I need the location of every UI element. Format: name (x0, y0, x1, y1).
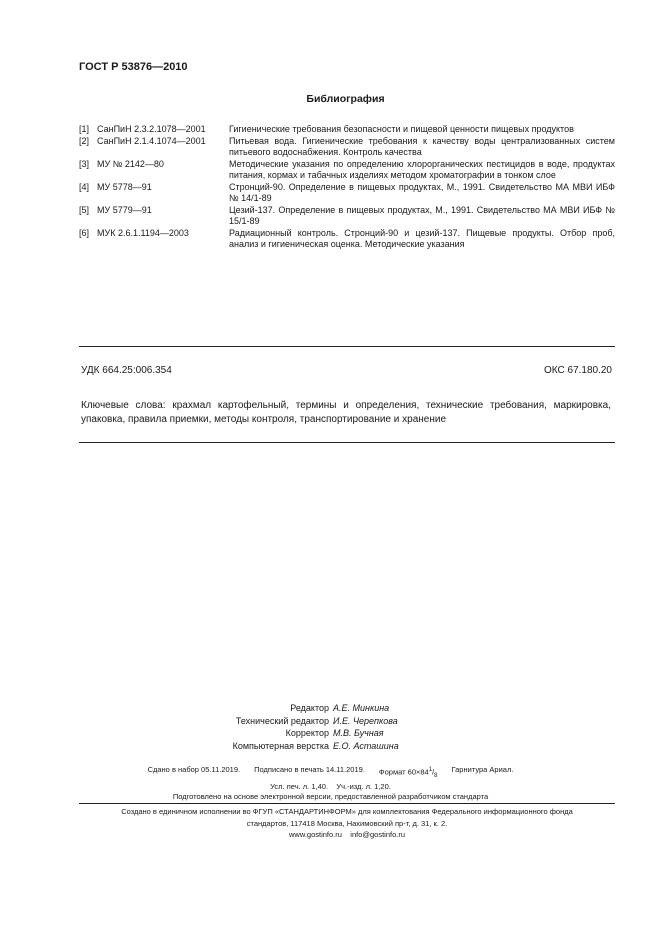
publisher-contacts (79, 829, 615, 841)
entry-title: Радиационный контроль. Стронций-90 и цезий-137. Пищевые продукты. Отбор проб, анализ и гигиеническая оценка. Методические указания (229, 227, 615, 249)
keywords-text: Ключевые слова: крахмал картофельный, термины и определения, технические требования, маркировка, упаковка, правила приемки, методы контроля, транспортирование и хранение (81, 400, 611, 425)
entry-code: СанПиН 2.3.2.1078—2001 (97, 124, 206, 134)
credit-name: М.В. Бучная (333, 728, 384, 738)
credit-line (0, 727, 661, 740)
top-divider (79, 346, 615, 347)
credit-name: Е.О. Асташина (333, 740, 399, 751)
entry-title: Гигиенические требования безопасности и пищевой ценности пищевых продуктов (229, 124, 574, 134)
entry-code: СанПиН 2.1.4.1074—2001 (97, 135, 206, 146)
entry-code: МУК 2.6.1.1194—2003 (97, 227, 189, 238)
credit-name: И.Е. Черепкова (333, 715, 398, 726)
paper-format: Формат $60\times 84^1/_8$ (378, 767, 438, 779)
entry-code: МУ 5779—91 (97, 204, 152, 215)
udc-code: УДК 664.25:006.354 (81, 365, 172, 376)
credit-role: Редактор (290, 703, 329, 713)
set-date: Сдано в набор 05.11.2019. (147, 765, 241, 774)
bibliography-entry (79, 136, 615, 159)
bibliography-entry (79, 182, 615, 205)
email-link[interactable]: info@gostinfo.ru (350, 830, 406, 839)
website-link[interactable]: www.gostinfo.ru (288, 830, 342, 839)
entry-title: Стронций-90. Определение в пищевых продуктах, М., 1991. Свидетельство МА МВИ ИБФ № 14/1-89 (229, 181, 615, 203)
bibliography-entry (79, 124, 615, 136)
typeface: Гарнитура Ариал. (451, 765, 514, 774)
publisher-line: Создано в единичном исполнении во ФГУП «СТАНДАРТИНФОРМ» для комплектования Федерального информационного фонда (121, 807, 573, 816)
bibliography-entry (79, 205, 615, 228)
bibliography-entry (79, 159, 615, 182)
entry-title: Цезий-137. Определение в пищевых продуктах, М., 1991. Свидетельство МА МВИ ИБФ № 15/1-89 (229, 204, 615, 226)
oks-code: ОКС 67.180.20 (544, 365, 612, 376)
credit-role: Технический редактор (235, 715, 329, 726)
document-code: ГОСТ Р 53876—2010 (79, 61, 188, 73)
publisher-address: стандартов, 117418 Москва, Нахимовский пр-т, д. 31, к. 2. (246, 818, 448, 828)
entry-title: Методические указания по определению хлорорганических пестицидов в воде, продуктах питания, кормах и табачных изделиях методом хроматографии в тонком слое (229, 158, 615, 180)
credits-block (0, 702, 661, 752)
publisher-block (79, 806, 615, 841)
credit-name: А.Е. Минкина (333, 703, 390, 713)
bibliography-list (79, 124, 615, 251)
publisher-divider (79, 803, 615, 804)
entry-number: [1] (79, 124, 90, 134)
entry-number: [2] (79, 135, 90, 146)
sheets-row (0, 782, 661, 793)
entry-code: МУ № 2142—80 (97, 158, 164, 169)
bibliography-title: Библиография (306, 93, 385, 105)
entry-number: [5] (79, 204, 90, 215)
credit-line (0, 715, 661, 728)
bibliography-entry (79, 228, 615, 251)
credit-line (0, 702, 661, 715)
entry-number: [4] (79, 181, 90, 192)
credit-role: Корректор (285, 728, 329, 738)
signed-date: Подписано в печать 14.11.2019. (254, 765, 365, 774)
entry-number: [3] (79, 158, 90, 169)
entry-code: МУ 5778—91 (97, 181, 152, 192)
entry-number: [6] (79, 227, 90, 238)
print-sheets: Усл. печ. л. 1,40. (270, 781, 328, 791)
print-info (0, 765, 661, 803)
prepared-note: Подготовлено на основе электронной версии, предоставленной разработчиком стандарта (172, 792, 489, 801)
print-details-row (0, 765, 661, 782)
edition-sheets: Уч.-изд. л. 1,20. (336, 781, 391, 791)
credit-role: Компьютерная верстка (232, 740, 329, 751)
bottom-divider (79, 442, 615, 443)
credit-line (0, 740, 661, 753)
entry-title: Питьевая вода. Гигиенические требования к качеству воды централизованных систем питьевого водоснабжения. Контроль качества (229, 135, 615, 157)
